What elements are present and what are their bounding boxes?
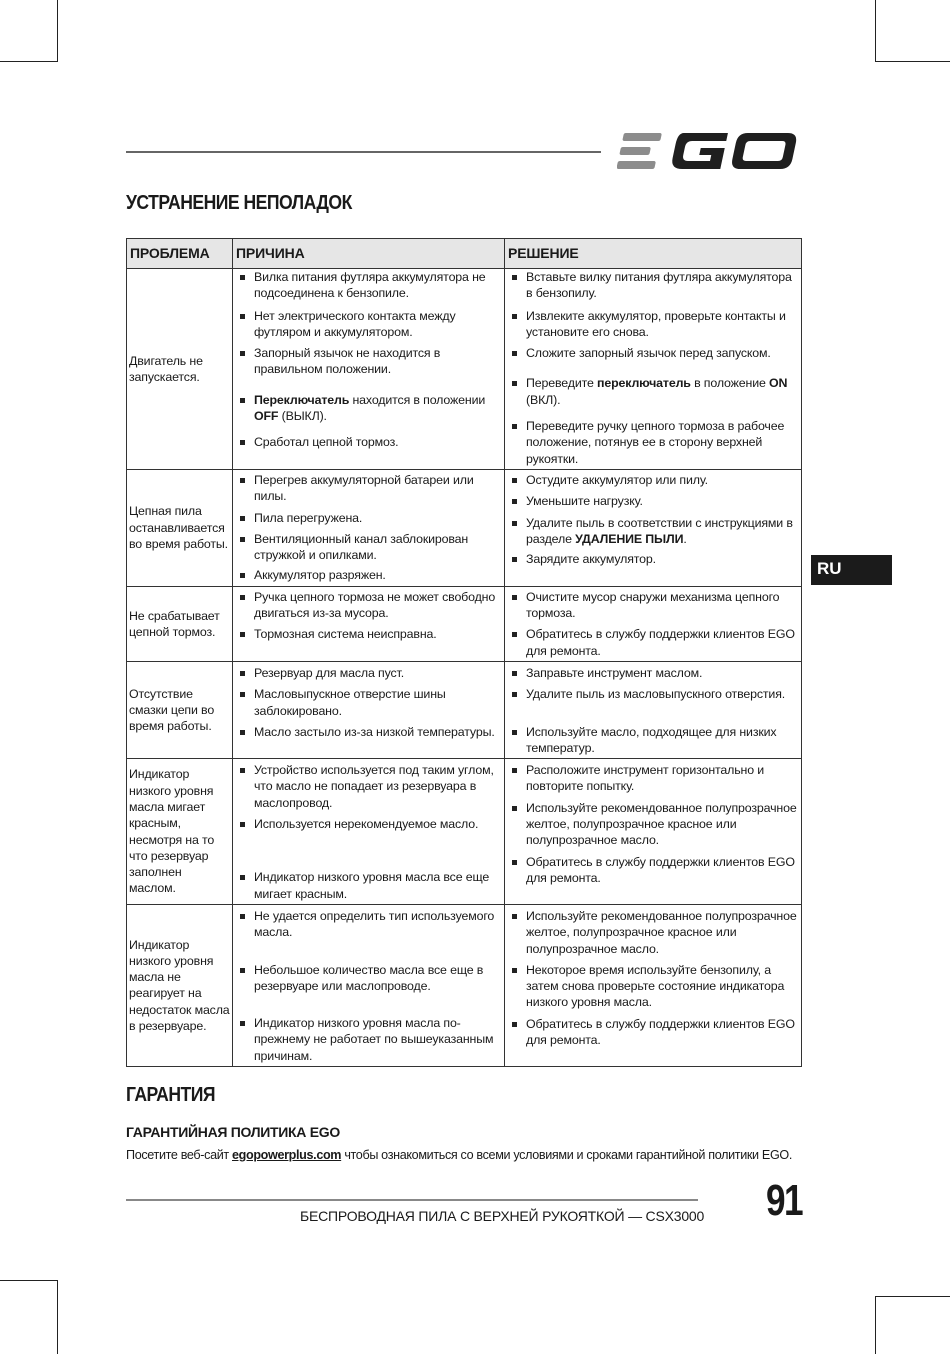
solution-item: Очистите мусор снаружи механизма цепного тормоза. <box>507 589 799 622</box>
solution-item: Уменьшите нагрузку. <box>507 493 799 509</box>
crop-mark <box>875 61 950 62</box>
cause-item: Небольшое количество масла все еще в резервуаре или маслопроводе. <box>235 962 502 995</box>
cause-cell <box>233 586 505 661</box>
warranty-title: ГАРАНТИЯ <box>126 1084 216 1106</box>
solution-list <box>507 472 799 567</box>
problem-cell: Двигатель не запускается. <box>127 269 233 470</box>
solution-item: Зарядите аккумулятор. <box>507 551 799 567</box>
problem-cell: Отсутствие смазки цепи во время работы. <box>127 661 233 758</box>
solution-cell <box>505 469 802 586</box>
solution-list <box>507 762 799 886</box>
cause-item: Вилка питания футляра аккумулятора не подсоединена к бензопиле. <box>235 269 502 302</box>
cause-item: Сработал цепной тормоз. <box>235 434 502 450</box>
cause-list <box>235 472 502 584</box>
troubleshooting-title: УСТРАНЕНИЕ НЕПОЛАДОК <box>126 192 352 214</box>
cause-item: Не удается определить тип используемого масла. <box>235 908 502 941</box>
cause-list <box>235 762 502 902</box>
warranty-text-before: Посетите веб-сайт <box>126 1148 232 1162</box>
solution-item: Некоторое время используйте бензопилу, а затем снова проверьте состояние индикатора низкого уровня масла. <box>507 962 799 1011</box>
solution-item: Сложите запорный язычок перед запуском. <box>507 345 799 361</box>
solution-list <box>507 665 799 756</box>
crop-mark <box>875 0 876 62</box>
cause-item: Переключатель находится в положении OFF (ВЫКЛ). <box>235 392 502 425</box>
solution-cell <box>505 904 802 1066</box>
warranty-subtitle: ГАРАНТИЙНАЯ ПОЛИТИКА EGO <box>126 1124 340 1140</box>
problem-cell: Индикатор низкого уровня масла мигает красным, несмотря на то что резервуар заполнен маслом. <box>127 759 233 905</box>
language-tab: RU <box>811 555 892 585</box>
cause-item: Аккумулятор разряжен. <box>235 567 502 583</box>
solution-cell <box>505 759 802 905</box>
cause-list <box>235 665 502 740</box>
page-number: 91 <box>766 1176 802 1225</box>
solution-cell <box>505 586 802 661</box>
solution-item: Переведите ручку цепного тормоза в рабочее положение, потянув ее в сторону верхней рукоятки. <box>507 418 799 467</box>
cause-cell <box>233 469 505 586</box>
table-row <box>127 469 802 586</box>
cause-cell <box>233 904 505 1066</box>
cause-item: Масло застыло из-за низкой температуры. <box>235 724 502 740</box>
crop-mark <box>57 0 58 62</box>
solution-list <box>507 269 799 467</box>
footer-title: БЕСПРОВОДНАЯ ПИЛА С ВЕРХНЕЙ РУКОЯТКОЙ — CSX3000 <box>300 1208 705 1224</box>
cause-item: Устройство используется под таким углом, что масло не попадает из резервуара в маслопровод. <box>235 762 502 811</box>
solution-item: Остудите аккумулятор или пилу. <box>507 472 799 488</box>
problem-cell: Цепная пила останавливается во время работы. <box>127 469 233 586</box>
cause-item: Нет электрического контакта между футляром и аккумулятором. <box>235 308 502 341</box>
solution-item: Удалите пыль из масловыпускного отверстия. <box>507 686 799 702</box>
troubleshooting-table <box>126 238 802 1067</box>
table-header-row <box>127 239 802 269</box>
solution-item: Расположите инструмент горизонтально и повторите попытку. <box>507 762 799 795</box>
cause-item: Масловыпускное отверстие шины заблокировано. <box>235 686 502 719</box>
table-row <box>127 904 802 1066</box>
cause-item: Резервуар для масла пуст. <box>235 665 502 681</box>
cause-item: Тормозная система неисправна. <box>235 626 502 642</box>
crop-mark <box>875 1296 950 1297</box>
solution-item: Обратитесь в службу поддержки клиентов EGO для ремонта. <box>507 854 799 887</box>
table-row <box>127 269 802 470</box>
crop-mark <box>875 1296 876 1354</box>
cause-item: Индикатор низкого уровня масла по-прежнему не работает по вышеуказанным причинам. <box>235 1015 502 1064</box>
cause-item: Вентиляционный канал заблокирован стружкой и опилками. <box>235 531 502 564</box>
solution-list <box>507 908 799 1048</box>
warranty-text <box>126 1148 792 1162</box>
solution-item: Заправьте инструмент маслом. <box>507 665 799 681</box>
table-body <box>127 269 802 1067</box>
solution-list <box>507 589 799 659</box>
cause-list <box>235 908 502 1064</box>
solution-header: РЕШЕНИЕ <box>505 239 802 269</box>
cause-item: Ручка цепного тормоза не может свободно двигаться из-за мусора. <box>235 589 502 622</box>
solution-item: Обратитесь в службу поддержки клиентов EGO для ремонта. <box>507 1016 799 1049</box>
cause-item: Используется нерекомендуемое масло. <box>235 816 502 832</box>
solution-item: Переведите переключатель в положение ON (ВКЛ). <box>507 375 799 408</box>
cause-cell <box>233 269 505 470</box>
cause-list <box>235 589 502 643</box>
cause-list <box>235 269 502 451</box>
footer-rule <box>126 1199 698 1201</box>
table-row <box>127 759 802 905</box>
solution-cell <box>505 269 802 470</box>
solution-item: Извлеките аккумулятор, проверьте контакты и установите его снова. <box>507 308 799 341</box>
cause-cell <box>233 759 505 905</box>
problem-cell: Индикатор низкого уровня масла не реагирует на недостаток масла в резервуаре. <box>127 904 233 1066</box>
solution-item: Удалите пыль в соответствии с инструкциями в разделе УДАЛЕНИЕ ПЫЛИ. <box>507 515 799 548</box>
header-rule <box>126 151 601 153</box>
cause-item: Перегрев аккумуляторной батареи или пилы. <box>235 472 502 505</box>
crop-mark <box>0 1280 58 1281</box>
ego-logo <box>617 128 802 174</box>
solution-cell <box>505 661 802 758</box>
cause-item: Запорный язычок не находится в правильном положении. <box>235 345 502 378</box>
problem-cell: Не срабатывает цепной тормоз. <box>127 586 233 661</box>
solution-item: Вставьте вилку питания футляра аккумулятора в бензопилу. <box>507 269 799 302</box>
crop-mark <box>57 1280 58 1354</box>
table-row <box>127 661 802 758</box>
cause-cell <box>233 661 505 758</box>
cause-item: Пила перегружена. <box>235 510 502 526</box>
table-row <box>127 586 802 661</box>
cause-header: ПРИЧИНА <box>233 239 505 269</box>
problem-header: ПРОБЛЕМА <box>127 239 233 269</box>
warranty-text-after: чтобы ознакомиться со всеми условиями и сроками гарантийной политики EGO. <box>341 1148 792 1162</box>
solution-item: Обратитесь в службу поддержки клиентов EGO для ремонта. <box>507 626 799 659</box>
solution-item: Используйте рекомендованное полупрозрачное желтое, полупрозрачное красное или полупрозрачное масло. <box>507 800 799 849</box>
solution-item: Используйте масло, подходящее для низких температур. <box>507 724 799 757</box>
warranty-link[interactable]: egopowerplus.com <box>232 1148 342 1162</box>
crop-mark <box>0 61 58 62</box>
solution-item: Используйте рекомендованное полупрозрачное желтое, полупрозрачное красное или полупрозрачное масло. <box>507 908 799 957</box>
cause-item: Индикатор низкого уровня масла все еще мигает красным. <box>235 869 502 902</box>
